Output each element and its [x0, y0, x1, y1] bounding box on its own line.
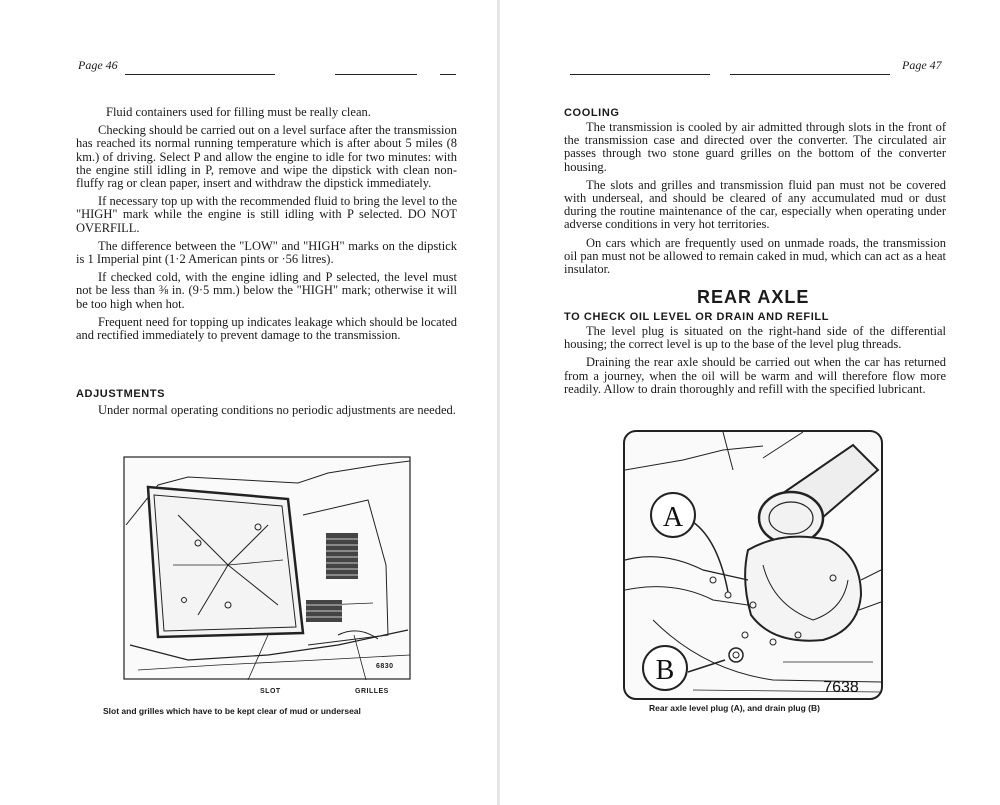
header-rule: [125, 74, 275, 75]
figure-caption-left: Slot and grilles which have to be kept clear of mud or underseal: [103, 706, 361, 716]
figure-number: 7638: [823, 679, 859, 696]
paragraph: Draining the rear axle should be carried out when the car has returned from a journey, when the oil will be warm and will therefore flow more readily. Allow to drain thoroughly and refill with the specified lubricant.: [564, 355, 946, 396]
paragraph: Checking should be carried out on a level surface after the transmission has reached its normal running temperature which is after about 5 miles (8 km.) of driving. Select P and allow the engine to idle for two minutes: with the engine still idling in P, remove and wipe the dipstick with clean non-fluffy rag or clean paper, insert and withdraw the dipstick immediately.: [76, 123, 457, 191]
adjustments-heading: ADJUSTMENTS: [76, 388, 166, 400]
header-rule: [730, 74, 890, 75]
rear-axle-plugs-illustration: [623, 430, 883, 700]
paragraph: The difference between the "LOW" and "HIGH" marks on the dipstick is 1 Imperial pint (1·2 American pints or ·56 litres).: [76, 238, 457, 267]
figure-number: 6830: [376, 663, 394, 670]
paragraph: Fluid containers used for filling must be really clean.: [106, 105, 371, 119]
fluid-check-text: [76, 106, 457, 342]
rear-axle-text: [564, 325, 946, 396]
cooling-text: [564, 121, 946, 276]
grilles-label: GRILLES: [355, 688, 389, 695]
paragraph: The slots and grilles and transmission fluid pan must not be covered with underseal, and should be cleared of any accumulated mud or dust during the routine maintenance of the car, especially when operating under adverse conditions in very hot territories.: [564, 177, 946, 232]
figure-caption-right: Rear axle level plug (A), and drain plug (B): [649, 703, 820, 713]
transmission-slot-grilles-illustration: [118, 455, 416, 685]
adjustments-text: [76, 404, 457, 417]
page-number-right: Page 47: [902, 58, 942, 72]
paragraph: Frequent need for topping up indicates leakage which should be located and rectified immediately to prevent damage to the transmission.: [76, 314, 457, 343]
paragraph: If necessary top up with the recommended fluid to bring the level to the "HIGH" mark while the engine is still idling with P selected. DO NOT OVERFILL.: [76, 194, 457, 235]
paragraph: On cars which are frequently used on unmade roads, the transmission oil pan must not be allowed to remain caked in mud, which can act as a heat insulator.: [564, 235, 946, 277]
right-page: [500, 0, 1000, 805]
rear-axle-heading: REAR AXLE: [697, 287, 810, 307]
header-rule: [570, 74, 710, 75]
page-number-left: Page 46: [78, 58, 118, 72]
paragraph: The transmission is cooled by air admitted through slots in the front of the transmission case and directed over the converter. The circulated air passes through two stone guard grilles on the bottom of the converter housing.: [564, 120, 946, 174]
header-rule: [335, 74, 417, 75]
paragraph: Under normal operating conditions no periodic adjustments are needed.: [98, 403, 456, 417]
callout-b: B: [655, 655, 675, 686]
check-oil-heading: TO CHECK OIL LEVEL OR DRAIN AND REFILL: [564, 311, 830, 323]
paragraph: The level plug is situated on the right-hand side of the differential housing; the correct level is up to the base of the level plug threads.: [564, 324, 946, 352]
paragraph: If checked cold, with the engine idling and P selected, the level must not be less than ⅜ in. (9·5 mm.) below the "HIGH" mark; otherwise it will be too high when hot.: [76, 270, 457, 311]
header-rule: [440, 74, 456, 75]
slot-label: SLOT: [260, 688, 281, 695]
callout-a: A: [662, 502, 684, 533]
cooling-heading: COOLING: [564, 107, 620, 119]
